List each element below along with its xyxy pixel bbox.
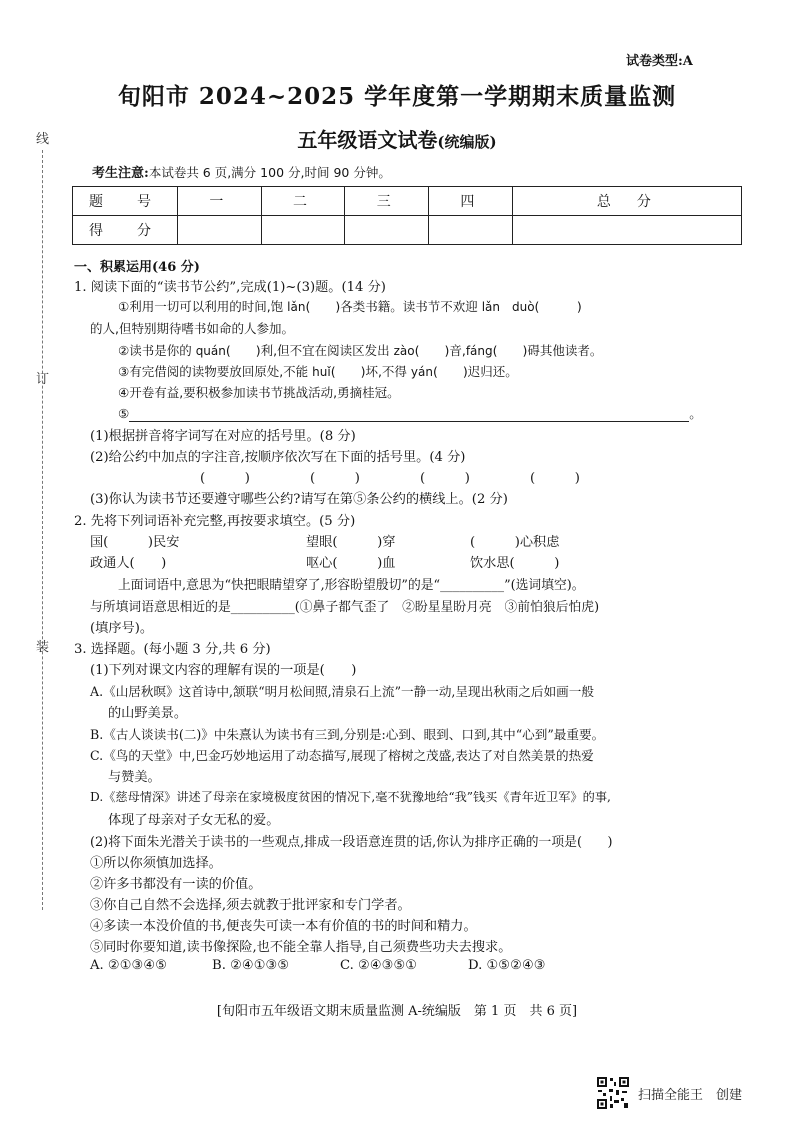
pinyin: fáng — [465, 344, 493, 358]
pinyin: lǎn duò — [481, 300, 535, 314]
exam-notice — [92, 162, 391, 181]
q1-sub1: (1)根据拼音将字词写在对应的括号里。(8 分) — [90, 429, 356, 444]
rule-number: ⑤ — [118, 406, 130, 421]
binding-mark-line: 线 — [36, 132, 50, 147]
q3-option-a[interactable]: A.《山居秋暝》这首诗中,颔联“明月松间照,清泉石上流”一静一动,呈现出秋雨之后如画一般 — [90, 684, 594, 699]
section-heading: 一、积累运用(46 分) — [74, 260, 200, 275]
rule-text: ( )利,但不宜在阅读区发出 — [225, 343, 394, 358]
q1-rule1 — [118, 297, 582, 315]
q3-option-d-cont: 体现了母亲对子女无私的爱。 — [108, 813, 280, 828]
phonetic-blank[interactable]: ( ) — [420, 471, 470, 486]
binding-mark-zhuang: 装 — [36, 640, 50, 655]
q3-choice-c[interactable]: C. ②④③⑤① — [340, 958, 418, 973]
q1-sub2: (2)给公约中加点的字注音,按顺序依次写在下面的括号里。(4 分) — [90, 450, 466, 465]
score-cell[interactable] — [178, 216, 262, 245]
rule-text: ①利用一切可以利用的时间,饱 — [118, 299, 288, 314]
q1-rule5 — [118, 404, 702, 422]
pinyin: yán — [410, 365, 433, 379]
rule-text: ③有完借阅的读物要放回原处,不能 — [118, 364, 313, 379]
phonetic-blank[interactable]: ( ) — [310, 471, 360, 486]
pinyin: huǐ — [312, 365, 331, 379]
q3-item: ⑤同时你要知道,读书像探险,也不能全靠人指导,自己须费些功夫去搜求。 — [90, 940, 512, 955]
q3-option-c[interactable]: C.《鸟的天堂》中,巴金巧妙地运用了动态描写,展现了榕树之茂盛,表达了对自然美景的热爱 — [90, 748, 594, 763]
page-footer: [旬阳市五年级语文期末质量监测 A-统编版 第 1 页 共 6 页] — [216, 1004, 578, 1019]
q1-rule1-continued: 的人,但特别期待嗜书如命的人参加。 — [90, 321, 294, 336]
q3-choice-d[interactable]: D. ①⑤②④③ — [468, 958, 546, 973]
rule-text: ( )音, — [414, 343, 466, 358]
q3-item: ②许多书都没有一读的价值。 — [90, 877, 262, 892]
exam-subtitle — [0, 124, 794, 153]
pinyin: zào — [393, 344, 415, 358]
exam-title: 旬阳市 2024~2025 学年度第一学期期末质量监测 — [117, 83, 677, 110]
q2-line1: 上面词语中,意思为“快把眼睛望穿了,形容盼望殷切”的是“__________”(选词填空)。 — [118, 578, 585, 593]
score-header-cell: 一 — [178, 187, 262, 216]
phonetic-blank[interactable]: ( ) — [530, 471, 580, 486]
q2-idiom[interactable]: ( )心积虑 — [470, 535, 560, 550]
score-table-header-row — [73, 187, 742, 216]
score-cell[interactable] — [261, 216, 345, 245]
q3-item: ④多读一本没价值的书,便丧失可读一本有价值的书的时间和精力。 — [90, 919, 477, 934]
score-header-cell: 二 — [261, 187, 345, 216]
q2-idiom[interactable]: 政通人( ) — [90, 556, 167, 571]
score-cell[interactable] — [429, 216, 513, 245]
score-header-cell: 三 — [345, 187, 429, 216]
rule-end: 。 — [689, 406, 702, 421]
q3-option-a-cont: 的山野美景。 — [108, 706, 188, 721]
q2-idiom[interactable]: 望眼( )穿 — [306, 535, 396, 550]
rule-text: ( )各类书籍。读书节不欢迎 — [305, 299, 482, 314]
scanner-watermark: 扫描全能王 创建 — [638, 1088, 743, 1103]
q2-stem: 2. 先将下列词语补充完整,再按要求填空。(5 分) — [74, 514, 356, 529]
q3-option-c-cont: 与赞美。 — [108, 770, 161, 785]
binding-mark-ding: 订 — [36, 372, 50, 387]
q3-choice-b[interactable]: B. ②④①③⑤ — [212, 958, 290, 973]
score-header-cell: 四 — [429, 187, 513, 216]
subtitle-main: 五年级语文试卷 — [297, 128, 438, 152]
score-row-label: 得 分 — [73, 216, 178, 245]
q1-rule4: ④开卷有益,要积极参加读书节挑战活动,勇摘桂冠。 — [118, 385, 400, 400]
score-cell[interactable] — [512, 216, 741, 245]
q3-stem: 3. 选择题。(每小题 3 分,共 6 分) — [74, 642, 271, 657]
q3-item: ①所以你须慎加选择。 — [90, 856, 222, 871]
score-table-score-row — [73, 216, 742, 245]
q3-sub1: (1)下列对课文内容的理解有误的一项是( ) — [90, 663, 357, 678]
notice-text: 本试卷共 6 页,满分 100 分,时间 90 分钟。 — [148, 165, 391, 180]
paper-type: 试卷类型:A — [626, 54, 693, 69]
q2-idiom[interactable]: 国( )民安 — [90, 535, 180, 550]
rule-text: ( )坏,不得 — [330, 364, 411, 379]
score-table — [72, 186, 742, 245]
phonetic-blank[interactable]: ( ) — [200, 471, 250, 486]
q3-choice-a[interactable]: A. ②①③④⑤ — [90, 958, 168, 973]
rule-text: ②读书是你的 — [118, 343, 196, 358]
q3-option-d[interactable]: D.《慈母情深》讲述了母亲在家境极度贫困的情况下,毫不犹豫地给“我”钱买《青年近卫军》的事, — [90, 790, 611, 804]
rule-text: ( )碍其他读者。 — [492, 343, 603, 358]
subtitle-note: (统编版) — [437, 133, 497, 151]
q1-rule3 — [118, 362, 518, 380]
notice-label: 考生注意: — [92, 166, 149, 181]
pinyin: quán — [195, 344, 226, 358]
q1-rule2 — [118, 341, 602, 359]
pinyin: lǎn — [287, 300, 306, 314]
q1-sub3: (3)你认为读书节还要遵守哪些公约?请写在第⑤条公约的横线上。(2 分) — [90, 492, 508, 507]
q3-option-b[interactable]: B.《古人谈读书(二)》中朱熹认为读书有三到,分别是:心到、眼到、口到,其中“心到”最重要。 — [90, 727, 605, 742]
rule-text: ( )迟归还。 — [432, 364, 518, 379]
q3-sub2: (2)将下面朱光潜关于读书的一些观点,排成一段语意连贯的话,你认为排序正确的一项是( ) — [90, 835, 613, 850]
q2-idiom[interactable]: 呕心( )血 — [306, 556, 396, 571]
q2-line3: (填序号)。 — [90, 621, 154, 636]
score-header-cell: 题 号 — [73, 187, 178, 216]
score-header-cell: 总 分 — [512, 187, 741, 216]
binding-dashed-line — [42, 150, 43, 910]
q1-stem: 1. 阅读下面的“读书节公约”,完成(1)~(3)题。(14 分) — [74, 280, 386, 295]
score-cell[interactable] — [345, 216, 429, 245]
q3-item: ③你自己自然不会选择,须去就教于批评家和专门学者。 — [90, 898, 411, 913]
answer-blank[interactable]: ( ) — [534, 299, 582, 314]
q2-line2: 与所填词语意思相近的是__________(①鼻子都气歪了 ②盼星星盼月亮 ③前怕狼后怕虎) — [90, 600, 600, 615]
q1-sub2-blanks — [200, 467, 640, 486]
q2-idiom[interactable]: 饮水思( ) — [470, 556, 560, 571]
rule5-answer-line[interactable] — [129, 406, 689, 422]
qr-code-icon — [596, 1076, 630, 1110]
